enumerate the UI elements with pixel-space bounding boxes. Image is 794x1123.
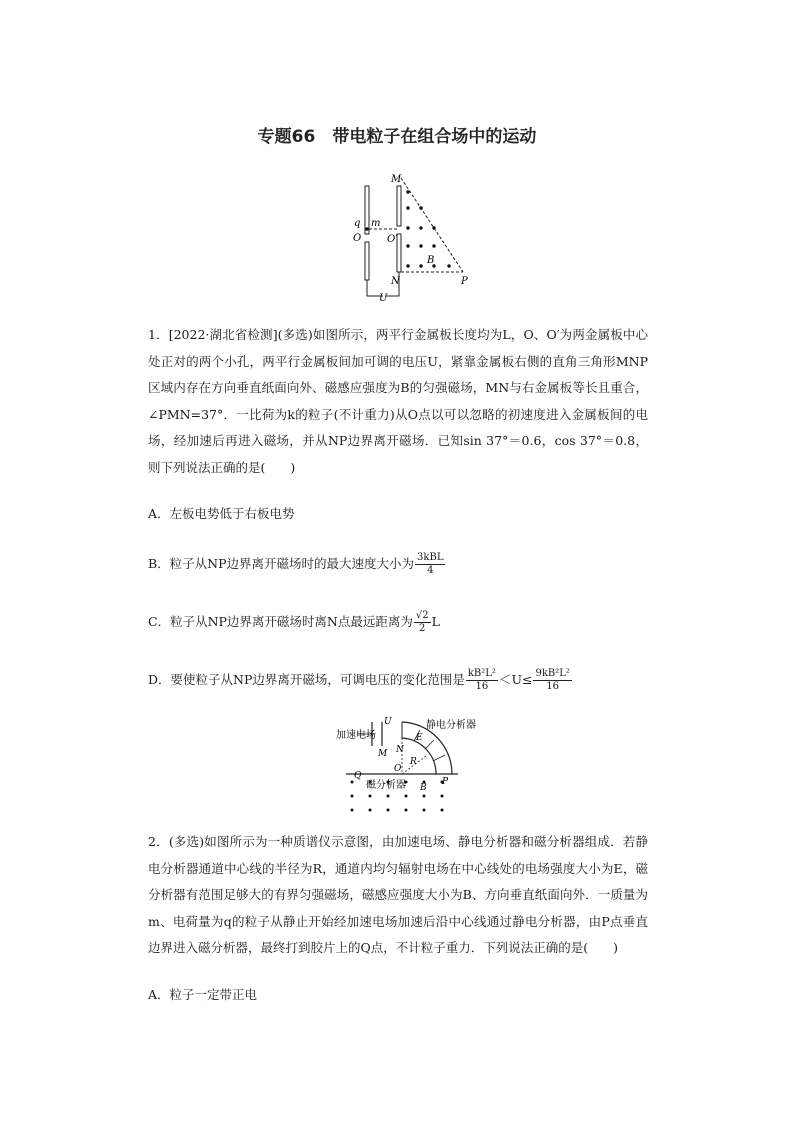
label-b-2: B [420,783,427,793]
left-plate [365,186,369,234]
label-p-point: P [461,276,468,287]
label-accel-field: 加速电场 [336,730,376,741]
left-plate-lower [365,242,369,280]
right-plate-lower [397,234,401,272]
label-u-voltage: U [379,293,388,304]
label-n-2: N [396,745,404,755]
option-d-fraction-high: $\frac{\text{9kB²L²}}{16}$ [535,668,570,692]
label-q-charge: q [354,218,361,229]
option-d-fraction-low: $\frac{\text{kB²L²}}{16}$ [467,668,496,692]
label-r-2: R [410,757,417,767]
option-b-fraction: $\frac{\text{3kBL}}{4}$ [417,552,444,576]
label-e-2: E [416,733,423,743]
label-o-point: O [353,233,362,244]
label-o-prime-point: O′ [387,234,398,245]
label-electrostatic-analyzer: 静电分析器 [426,720,476,731]
label-n-point: N [391,276,400,287]
question-1-stem: 1．[2022·湖北省检测](多选)如图所示，两平行金属板长度均为L，O、O′为两金属板中心处正对的两个小孔，两平行金属板间加可调的电压U，紧靠金属板右侧的直角三角形MNP区域内存在方向垂直纸面向外、磁感应强度为B的匀强磁场，MN与右金属板等长且重合，∠PMN=37°．一比荷为k的粒子(不计重力)从O点以可以忽略的初速度进入金属板间的电场，经加速后再进入磁场，并从NP边界离开磁场．已知sin 37°＝0.6，cos 37°＝0.8，则下列说法正确的是( ) [148,327,648,475]
figure-2-diagram [330,712,476,817]
label-magnetic-analyzer: 磁分析器 [366,780,406,791]
label-q-2: Q [354,771,362,781]
label-u-2: U [384,717,392,727]
question-1-option-c: C．粒子从NP边界离开磁场时离N点最远距离为 $\frac{√2}{2}$ L [148,610,440,634]
label-b-field: B [427,255,435,266]
question-2-stem: 2．(多选)如图所示为一种质谱仪示意图，由加速电场、静电分析器和磁分析器组成．若静电分析器通道中心线的半径为R，通道内均匀辐射电场在中心线处的电场强度大小为E，磁分析器有范围足够大的有界匀强磁场，磁感应强度大小为B、方向垂直纸面向外．一质量为m、电荷量为q的粒子从静止开始经加速电场加速后沿中心线通过静电分析器，由P点垂直边界进入磁分析器，最终打到胶片上的Q点，不计粒子重力．下列说法正确的是( ) [148,834,648,956]
right-plate [397,186,401,226]
label-p-2: P [442,777,449,787]
label-m-mass: m [371,218,381,229]
question-1-option-a: A．左板电势低于右板电势 [148,506,295,521]
page-title: 专题66 带电粒子在组合场中的运动 [257,127,537,147]
option-c-fraction: $\frac{√2}{2}$ [415,610,429,634]
label-m-2: M [378,749,388,759]
question-1-option-b: B．粒子从NP边界离开磁场时的最大速度大小为 $\frac{\text{3kBL}}{4}$ [148,552,444,576]
question-1-option-d: D．要使粒子从NP边界离开磁场，可调电压的变化范围是 $\frac{\text{kB²L²}}{16}$ ＜U≤ $\frac{\text{9kB²L²}}{16}$ [148,668,570,692]
figure-1-diagram [345,170,475,305]
label-m-point: M [391,174,402,185]
label-o-2: O [394,764,402,774]
question-2-option-a: A．粒子一定带正电 [148,987,258,1002]
